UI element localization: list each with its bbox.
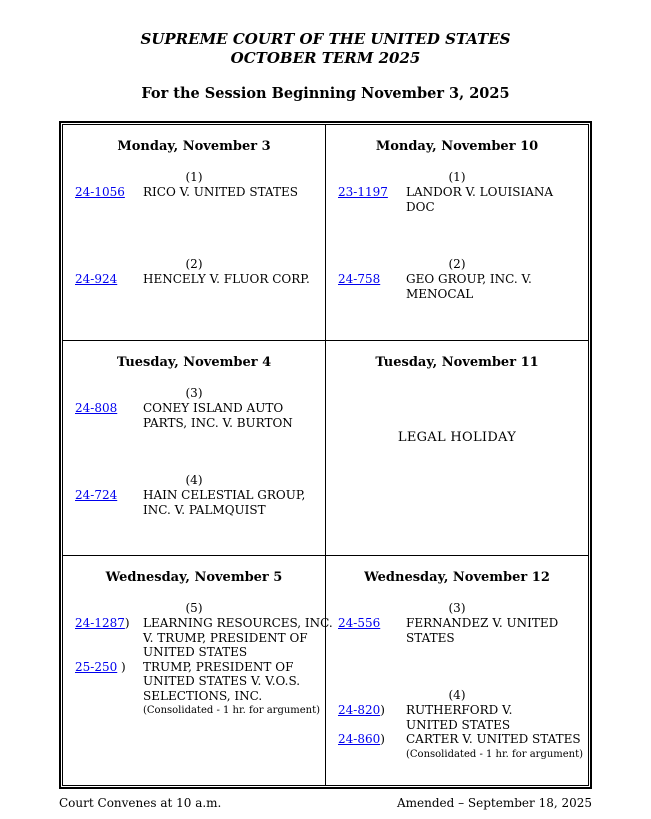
case-name-line: RICO V. UNITED STATES xyxy=(143,185,298,199)
case-name-line: TRUMP, PRESIDENT OF xyxy=(143,659,294,674)
argument-block xyxy=(63,601,333,717)
legal-holiday-label: LEGAL HOLIDAY xyxy=(397,430,517,445)
argument-block xyxy=(63,386,325,430)
docket-link[interactable]: 24-924 xyxy=(75,272,118,286)
case-name xyxy=(406,272,588,301)
title-line-1: SUPREME COURT OF THE UNITED STATES xyxy=(140,30,511,48)
footer-amended-note: Amended – September 18, 2025 xyxy=(396,796,592,810)
case-name-line: HAIN CELESTIAL GROUP, xyxy=(143,488,306,502)
docket-link[interactable]: 24-556 xyxy=(338,616,381,630)
document-footer xyxy=(59,796,592,810)
case-name-line: STATES xyxy=(406,630,455,645)
docket-link[interactable]: 24-758 xyxy=(338,272,381,286)
argument-number: (5) xyxy=(185,601,203,615)
case-name-line: INC. V. PALMQUIST xyxy=(143,502,266,517)
cell-date-heading: Tuesday, November 11 xyxy=(375,355,539,370)
argument-number: (3) xyxy=(448,601,466,615)
docket-link[interactable]: 24-724 xyxy=(75,488,118,502)
argument-number: (3) xyxy=(185,386,203,400)
docket-link[interactable]: 25-250 xyxy=(75,659,118,674)
document-title xyxy=(0,30,651,68)
calendar-table xyxy=(62,124,589,786)
calendar-cell xyxy=(326,341,589,556)
docket-brace: ) xyxy=(117,659,126,674)
case-name xyxy=(143,401,325,430)
footer-convene-note: Court Convenes at 10 a.m. xyxy=(59,796,222,810)
cell-date-heading: Wednesday, November 5 xyxy=(105,570,283,585)
docket-link[interactable]: 24-820 xyxy=(338,703,381,717)
case-name xyxy=(143,272,325,287)
argument-number: (2) xyxy=(185,257,203,271)
calendar-row xyxy=(63,341,589,556)
case-name-line: CONEY ISLAND AUTO xyxy=(143,401,284,415)
case-name-line: LANDOR V. LOUISIANA xyxy=(406,185,554,199)
calendar-cell xyxy=(63,125,326,341)
case-name-line: LEARNING RESOURCES, INC. xyxy=(143,616,333,630)
docket-cell xyxy=(326,732,406,761)
case-name-line: PARTS, INC. V. BURTON xyxy=(143,415,293,430)
case-entry xyxy=(326,703,588,732)
calendar-cell xyxy=(326,125,589,341)
case-entry xyxy=(63,616,333,660)
case-name-line: CARTER V. UNITED STATES xyxy=(406,732,581,746)
case-name-line: GEO GROUP, INC. V. xyxy=(406,272,532,286)
docket-link[interactable]: 24-1056 xyxy=(75,185,125,199)
docket-cell xyxy=(63,185,143,200)
case-entry xyxy=(63,272,325,287)
calendar-cell xyxy=(326,556,589,786)
docket-link[interactable]: 23-1197 xyxy=(338,185,388,199)
cell-date-heading: Tuesday, November 4 xyxy=(116,355,272,370)
case-entry xyxy=(326,616,588,645)
docket-cell xyxy=(326,703,406,732)
argument-number: (1) xyxy=(185,170,203,184)
case-name xyxy=(406,703,588,732)
docket-link[interactable]: 24-1287 xyxy=(75,616,125,630)
case-entry xyxy=(326,185,588,214)
argument-block xyxy=(326,601,588,645)
case-entry xyxy=(63,185,325,200)
argument-block xyxy=(326,688,588,761)
docket-cell xyxy=(63,488,143,517)
argument-block xyxy=(326,170,588,214)
docket-cell xyxy=(326,272,406,301)
case-name xyxy=(143,488,325,517)
case-name-line: UNITED STATES V. V.O.S. xyxy=(143,674,301,688)
argument-number: (1) xyxy=(448,170,466,184)
case-name-line: UNITED STATES xyxy=(406,717,511,732)
case-name-line: FERNANDEZ V. UNITED xyxy=(406,616,559,630)
cell-date-heading: Monday, November 3 xyxy=(117,139,271,154)
case-name-line: RUTHERFORD V. xyxy=(406,703,513,717)
argument-block xyxy=(63,170,325,200)
case-name xyxy=(406,616,588,645)
docket-brace: ) xyxy=(380,703,385,717)
case-entry xyxy=(326,272,588,301)
calendar-row xyxy=(63,556,589,786)
case-name-line: SELECTIONS, INC. xyxy=(143,688,263,703)
calendar-row xyxy=(63,125,589,341)
argument-calendar xyxy=(59,121,592,789)
argument-block xyxy=(63,473,325,517)
docket-cell xyxy=(63,401,143,430)
cell-date-heading: Wednesday, November 12 xyxy=(364,570,550,585)
docket-brace: ) xyxy=(380,732,385,746)
case-name xyxy=(406,732,588,761)
docket-cell xyxy=(63,616,143,660)
docket-link[interactable]: 24-808 xyxy=(75,401,118,415)
case-name-line: UNITED STATES xyxy=(143,645,248,659)
cell-date-heading: Monday, November 10 xyxy=(375,139,539,154)
argument-number: (4) xyxy=(448,688,466,702)
case-name xyxy=(143,616,335,660)
case-name xyxy=(143,185,325,200)
case-name-line: DOC xyxy=(406,199,435,214)
argument-block xyxy=(326,257,588,301)
title-line-2: OCTOBER TERM 2025 xyxy=(230,49,421,67)
document-header xyxy=(0,0,651,102)
calendar-cell xyxy=(63,556,333,786)
consolidated-note: (Consolidated - 1 hr. for argument) xyxy=(406,748,584,760)
docket-brace: ) xyxy=(124,616,130,630)
case-name xyxy=(406,185,588,214)
case-name xyxy=(143,660,325,718)
consolidated-note: (Consolidated - 1 hr. for argument) xyxy=(143,705,321,716)
session-heading: For the Session Beginning November 3, 2025 xyxy=(141,85,510,102)
docket-cell xyxy=(63,272,143,287)
case-entry xyxy=(326,732,588,761)
argument-number: (2) xyxy=(448,257,466,271)
case-entry xyxy=(63,401,325,430)
docket-cell xyxy=(63,660,143,718)
docket-link[interactable]: 24-860 xyxy=(338,732,381,746)
argument-number: (4) xyxy=(185,473,203,487)
argument-block xyxy=(63,257,325,287)
case-name-line: HENCELY V. FLUOR CORP. xyxy=(143,272,310,286)
case-entry xyxy=(63,488,325,517)
calendar-cell xyxy=(63,341,326,556)
case-name-line: V. TRUMP, PRESIDENT OF xyxy=(143,630,308,645)
case-entry xyxy=(63,660,325,718)
docket-cell xyxy=(326,185,406,214)
docket-cell xyxy=(326,616,406,645)
case-name-line: MENOCAL xyxy=(406,286,474,301)
